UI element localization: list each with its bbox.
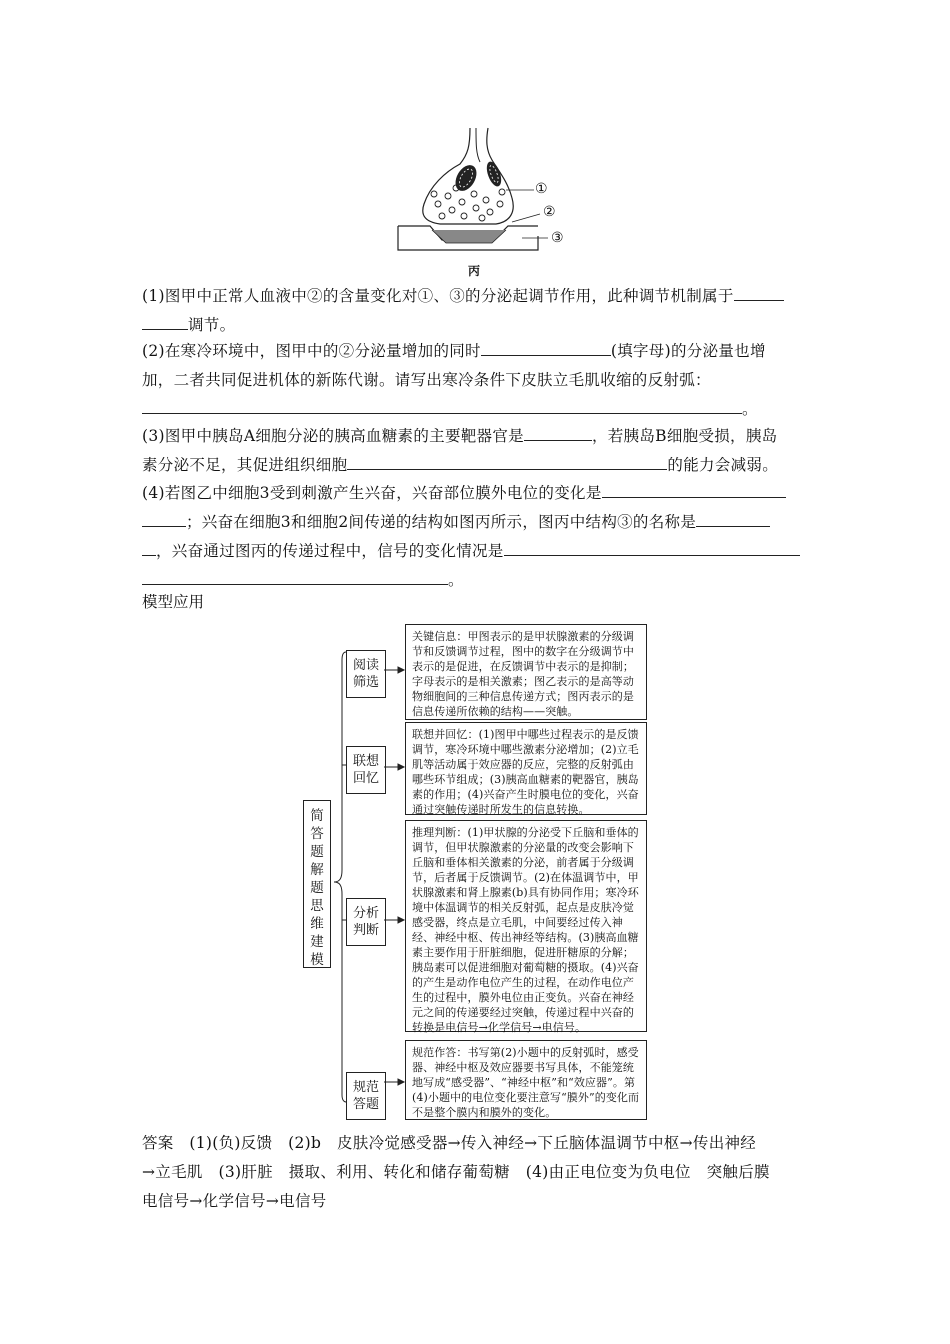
q1-blank-1-cont	[142, 313, 188, 330]
info-answering	[405, 1040, 647, 1120]
answer-line-3: 电信号→化学信号→电信号	[142, 1192, 327, 1210]
stage-analysis-label-1: 分析	[352, 906, 379, 921]
q2-text-a: (2)在寒冷环境中，图甲中的②分泌量增加的同时	[142, 342, 481, 360]
q4-text-b: ；兴奋在细胞3和细胞2间传递的结构如图丙所示，图丙中结构③的名称是	[186, 513, 697, 531]
info-recall-text: 联想并回忆：(1)图甲中哪些过程表示的是反馈调节，寒冷环境中哪些激素分泌增加；(2)立毛肌等活动属于效应器的反应，完整的反射弧由哪些环节组成；(3)胰高血糖素的靶器官，胰岛素的作用；(4)兴奋产生时膜电位的变化，兴奋通过突触传递时所发生的信息转换。	[412, 728, 639, 816]
q2-text-b: (填字母)的分泌量也增	[610, 342, 766, 360]
question-3	[142, 422, 810, 480]
info-analysis	[405, 820, 647, 1032]
stage-reading-label-2: 筛选	[352, 675, 379, 690]
figure-label-1: ①	[535, 181, 548, 197]
answer-line-1: 答案 (1)(负)反馈 (2)b 皮肤冷觉感受器→传入神经→下丘脑体温调节中枢→传出神经	[142, 1134, 757, 1152]
figure-label-2: ②	[543, 204, 556, 220]
stage-analysis-label-2: 判断	[352, 923, 379, 938]
info-recall	[405, 722, 647, 815]
q4-text-c: ，兴奋通过图丙的传递过程中，信号的变化情况是	[156, 542, 504, 560]
q3-blank-2	[347, 453, 667, 470]
question-1	[142, 282, 810, 340]
model-section-title: 模型应用	[142, 593, 205, 611]
q2-blank-1	[481, 339, 611, 356]
q4-text-a: (4)若图乙中细胞3受到刺激产生兴奋，兴奋部位膜外电位的变化是	[142, 484, 602, 502]
figure-caption: 丙	[468, 264, 481, 278]
spine-text: 简答题解题思维建模	[310, 808, 324, 968]
stage-recall-label-1: 联想	[352, 754, 379, 769]
q4-blank-1-cont	[142, 510, 186, 527]
q1-text-b: 调节。	[188, 316, 236, 334]
stage-answering	[346, 1072, 386, 1120]
model-spine	[303, 800, 331, 968]
q2-text-d: 。	[742, 400, 758, 418]
q3-text-a: (3)图甲中胰岛A细胞分泌的胰高血糖素的主要靶器官是	[142, 427, 524, 445]
q3-blank-1	[524, 424, 592, 441]
q2-blank-2	[142, 397, 742, 414]
stage-recall-label-2: 回忆	[352, 771, 379, 786]
question-2	[142, 337, 810, 424]
q4-blank-3	[504, 539, 800, 556]
stage-answering-label-1: 规范	[352, 1080, 379, 1095]
info-answering-text: 规范作答：书写第(2)小题中的反射弧时，感受器、神经中枢及效应器要书写具体，不能笼统地写成“感受器”、“神经中枢”和“效应器”。第(4)小题中的电位变化要注意写“膜外”的变化而不是整个膜内和膜外的变化。	[412, 1046, 640, 1119]
figure-label-3: ③	[551, 230, 564, 246]
q4-blank-1	[602, 481, 786, 498]
q4-blank-2-cont	[142, 539, 156, 556]
stage-answering-label-2: 答题	[352, 1097, 379, 1112]
q1-text-a: (1)图甲中正常人血液中②的含量变化对①、③的分泌起调节作用，此种调节机制属于	[142, 287, 734, 305]
info-analysis-text: 推理判断：(1)甲状腺的分泌受下丘脑和垂体的调节，但甲状腺激素的分泌量的改变会影响下丘脑和垂体相关激素的分泌，前者属于分级调节，后者属于反馈调节。(2)在体温调节中，甲状腺激素和肾上腺素(b)具有协同作用；寒冷环境中体温调节的相关反射弧，起点是皮肤冷觉感受器，终点是立毛肌，中间要经过传入神经、神经中枢、传出神经等结构。(3)胰高血糖素主要作用于肝脏细胞，促进肝糖原的分解；胰岛素可以促进细胞对葡萄糖的摄取。(4)兴奋的产生是动作电位产生的过程，在动作电位产生的过程中，膜外电位由正变负。兴奋在神经元之间的传递要经过突触，传递过程中兴奋的转换是电信号→化学信号→电信号。	[412, 826, 639, 1034]
q2-text-c: 加，二者共同促进机体的新陈代谢。请写出寒冷条件下皮肤立毛肌收缩的反射弧：	[142, 371, 711, 389]
info-reading-text: 关键信息：甲图表示的是甲状腺激素的分级调节和反馈调节过程，图中的数字在分级调节中表示的是促进，在反馈调节中表示的是抑制；字母表示的是相关激素；图乙表示的是高等动物细胞间的三种信息传递方式；图丙表示的是信息传递所依赖的结构——突触。	[412, 630, 634, 718]
q3-text-d: 的能力会减弱。	[667, 456, 779, 474]
stage-reading-label-1: 阅读	[352, 658, 379, 673]
answer-block	[142, 1129, 814, 1216]
q1-blank-1	[734, 284, 784, 301]
answer-line-2: →立毛肌 (3)肝脏 摄取、利用、转化和储存葡萄糖 (4)由正电位变为负电位 突触后膜	[142, 1163, 770, 1181]
info-reading	[405, 624, 647, 720]
q4-blank-3-cont	[142, 568, 448, 585]
q4-text-d: 。	[448, 571, 464, 589]
stage-recall	[346, 746, 386, 794]
question-4	[142, 479, 810, 595]
q4-blank-2	[696, 510, 770, 527]
q3-text-c: 素分泌不足，其促进组织细胞	[142, 456, 348, 474]
stage-reading	[346, 650, 386, 698]
stage-analysis	[346, 898, 386, 946]
q3-text-b: ，若胰岛B细胞受损，胰岛	[591, 427, 778, 445]
